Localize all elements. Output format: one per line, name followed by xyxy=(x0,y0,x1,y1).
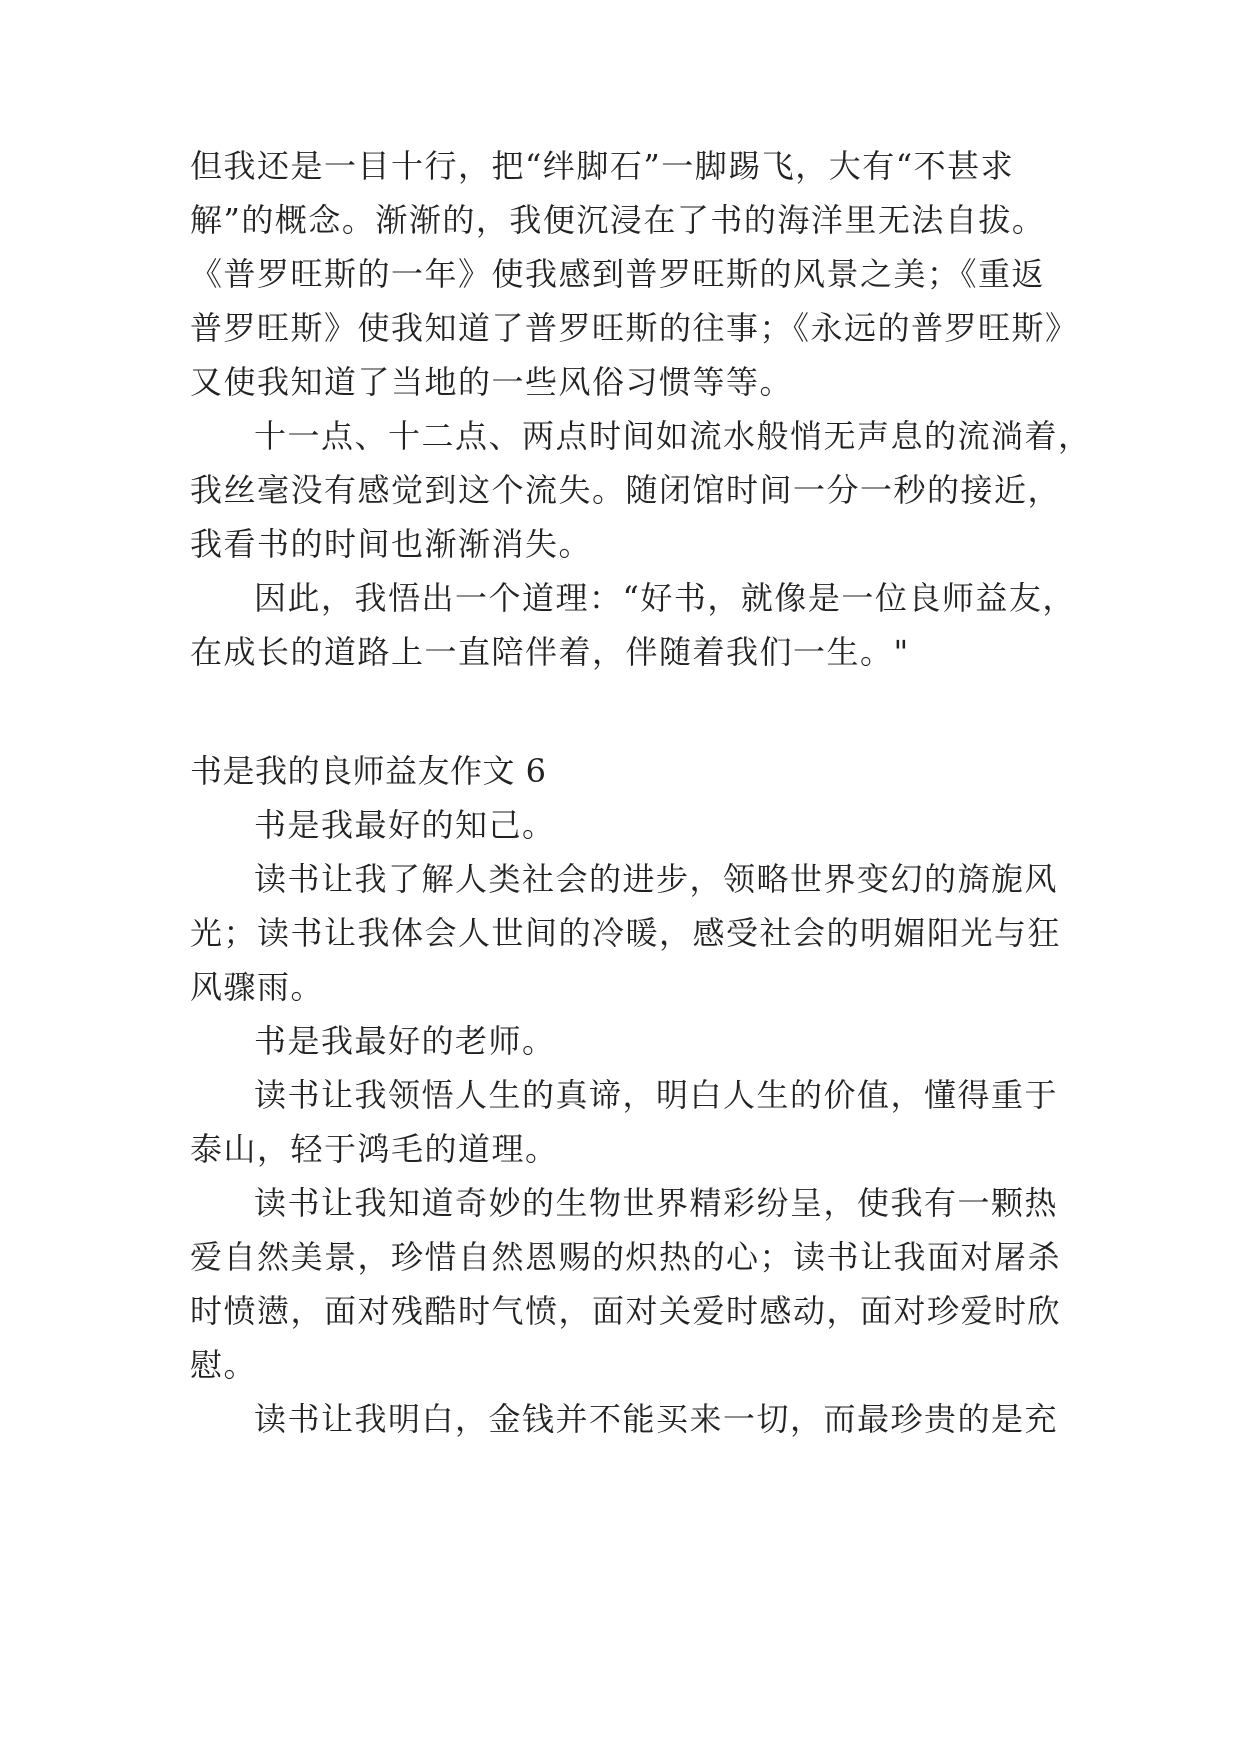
paragraph-line: 读书让我知道奇妙的生物世界精彩纷呈，使我有一颗热 xyxy=(254,1184,1059,1222)
paragraph-line: 十一点、十二点、两点时间如流水般悄无声息的流淌着， xyxy=(254,417,1092,455)
paragraph-line: 时愤懑，面对残酷时气愤，面对关爱时感动，面对珍爱时欣 xyxy=(190,1292,1062,1330)
paragraph-line: 书是我最好的知己。 xyxy=(254,806,556,844)
paragraph-line: 读书让我了解人类社会的进步，领略世界变幻的旖旎风 xyxy=(254,860,1059,898)
section-title: 书是我的良师益友作文 6 xyxy=(190,752,547,790)
paragraph-line: 我看书的时间也渐渐消失。 xyxy=(190,525,593,563)
paragraph-line: 解”的概念。渐渐的，我便沉浸在了书的海洋里无法自拔。 xyxy=(190,201,1046,239)
paragraph-line: 普罗旺斯》使我知道了普罗旺斯的往事；《永远的普罗旺斯》 xyxy=(190,309,1079,347)
paragraph-line: 光；读书让我体会人世间的冷暖，感受社会的明媚阳光与狂 xyxy=(190,914,1062,952)
paragraph-line: 因此，我悟出一个道理：“好书，就像是一位良师益友， xyxy=(254,579,1076,617)
paragraph-line: 在成长的道路上一直陪伴着，伴随着我们一生。" xyxy=(190,633,910,671)
paragraph-line: 泰山，轻于鸿毛的道理。 xyxy=(190,1130,559,1168)
paragraph-line: 爱自然美景，珍惜自然恩赐的炽热的心；读书让我面对屠杀 xyxy=(190,1238,1062,1276)
paragraph-line: 我丝毫没有感觉到这个流失。随闭馆时间一分一秒的接近， xyxy=(190,471,1062,509)
paragraph-line: 读书让我领悟人生的真谛，明白人生的价值，懂得重于 xyxy=(254,1076,1059,1114)
paragraph-line: 风骤雨。 xyxy=(190,968,325,1006)
paragraph-line: 《普罗旺斯的一年》使我感到普罗旺斯的风景之美；《重返 xyxy=(190,255,1046,293)
paragraph-line: 书是我最好的老师。 xyxy=(254,1022,556,1060)
paragraph-line: 读书让我明白，金钱并不能买来一切，而最珍贵的是充 xyxy=(254,1400,1059,1438)
paragraph-line: 又使我知道了当地的一些风俗习惯等等。 xyxy=(190,363,794,401)
paragraph-line: 但我还是一目十行，把“绊脚石”一脚踢飞，大有“不甚求 xyxy=(190,147,1015,185)
paragraph-line: 慰。 xyxy=(190,1346,258,1384)
